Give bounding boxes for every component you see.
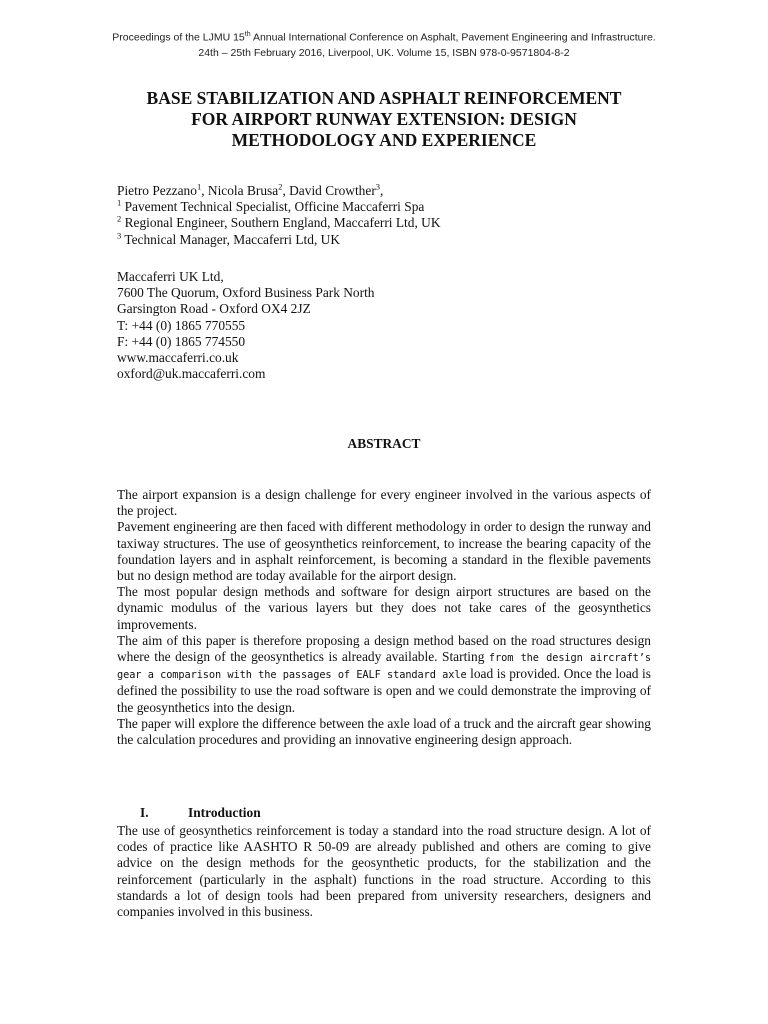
- address-telephone: T: +44 (0) 1865 770555: [117, 317, 246, 333]
- title-line-3: METHODOLOGY AND EXPERIENCE: [231, 130, 537, 150]
- address-street: 7600 The Quorum, Oxford Business Park North: [117, 285, 375, 301]
- contact-address: [117, 269, 657, 382]
- section-number: I.: [140, 805, 149, 820]
- affiliation-3: $^3$ Technical Manager, Maccaferri Ltd, UK: [117, 230, 340, 247]
- section-heading-introduction: [140, 805, 660, 821]
- affiliation-1: $^1$ Pavement Technical Specialist, Officine Maccaferri Spa: [117, 197, 425, 215]
- section-title: Introduction: [188, 805, 261, 820]
- paper-title: [100, 88, 668, 151]
- abstract-paragraph-5: The paper will explore the difference between the axle load of a truck and the aircraft gear showing the calculation procedures and providing an innovative engineering design approach.: [117, 715, 651, 748]
- address-road: Garsington Road - Oxford OX4 2JZ: [117, 301, 311, 317]
- author-block: [117, 183, 657, 248]
- introduction-body: [117, 823, 651, 920]
- header-line-2: 24th – 25th February 2016, Liverpool, UK. Volume 15, ISBN 978-0-9571804-8-2: [198, 46, 570, 59]
- abstract-paragraph-4: The aim of this paper is therefore proposing a design method based on the road structures design where the design of the geosynthetics is already available. Starting from the design aircraft’s gear a comparison with the passages of EALF standard axle load is provided. Once the load is defined the possibility to use the road software is open and we could demonstrate the improving of the geosynthetics into the design.: [117, 632, 651, 715]
- title-line-2: FOR AIRPORT RUNWAY EXTENSION: DESIGN: [191, 109, 577, 129]
- abstract-paragraph-3: The most popular design methods and software for design airport structures are based on the dynamic modulus of the various layers but they does not take cares of the geosynthetics improvements.: [117, 584, 651, 632]
- address-website-link[interactable]: www.maccaferri.co.uk: [117, 350, 239, 366]
- monospace-line: from the design aircraft’s gear a comparison with the passages of EALF standard axle: [117, 652, 651, 682]
- header-line-1: Proceedings of the LJMU 15th Annual International Conference on Asphalt, Pavement Engineering and Infrastructure.: [112, 31, 656, 44]
- introduction-paragraph-1: The use of geosynthetics reinforcement is today a standard into the road structure design. A lot of codes of practice like AASHTO R 50-09 are already published and others are coming to give advice on the design methods for the geosynthetic products, for the stabilization and the reinforcement (particularly in the asphalt) functions in the road structure. According to this standards a lot of design tools had been prepared from university researchers, designers and companies involved in this business.: [117, 823, 651, 920]
- address-fax: F: +44 (0) 1865 774550: [117, 333, 246, 349]
- address-email-link[interactable]: oxford@uk.maccaferri.com: [117, 366, 266, 382]
- author-names: Pietro Pezzano$^1$, Nicola Brusa$^2$, David Crowther$^3$,: [117, 181, 384, 198]
- abstract-paragraph-2: Pavement engineering are then faced with different methodology in order to design the runway and taxiway structures. The use of geosynthetics reinforcement, to increase the bearing capacity of the foundation layers and in asphalt reinforcement, is becoming a standard in the flexible pavements but no design method are today available for the airport design.: [117, 519, 651, 584]
- affiliation-2: $^2$ Regional Engineer, Southern England, Maccaferri Ltd, UK: [117, 213, 441, 231]
- abstract-body: [117, 487, 651, 748]
- title-line-1: BASE STABILIZATION AND ASPHALT REINFORCEMENT: [146, 88, 622, 108]
- address-company: Maccaferri UK Ltd,: [117, 269, 224, 284]
- abstract-heading: ABSTRACT: [347, 436, 421, 451]
- running-header: [0, 27, 768, 61]
- abstract-paragraph-1: The airport expansion is a design challenge for every engineer involved in the various aspects of the project.: [117, 487, 651, 519]
